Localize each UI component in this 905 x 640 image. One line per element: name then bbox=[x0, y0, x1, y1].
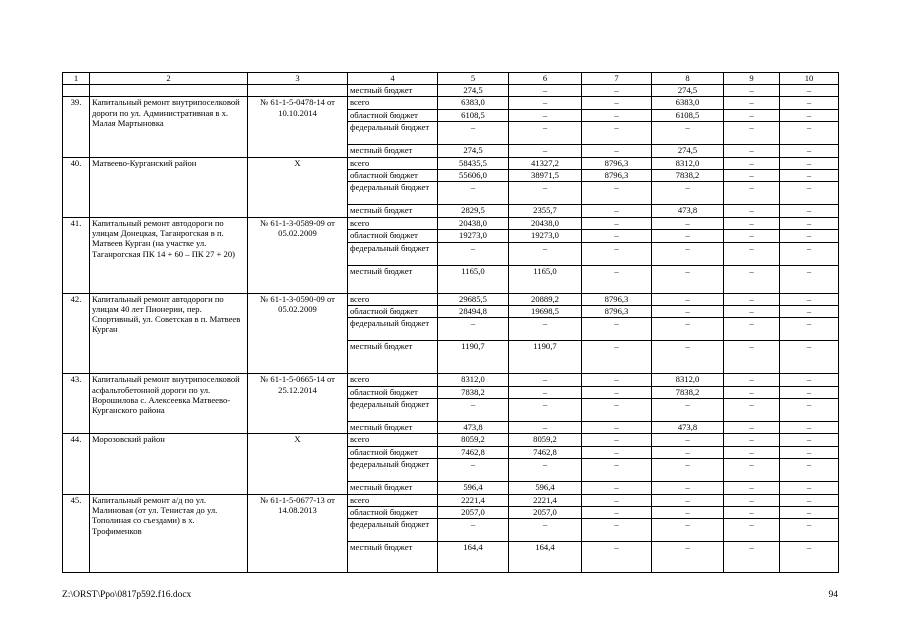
funding-source: местный бюджет bbox=[348, 205, 438, 217]
value-cell-col-9: – bbox=[724, 494, 780, 506]
value-cell-col-6: 41327,2 bbox=[509, 157, 582, 169]
expertise-code: № 61-1-5-0478-14 от 10.10.2014 bbox=[248, 97, 348, 157]
value-cell-col-10: – bbox=[780, 399, 839, 422]
value-cell-col-10: – bbox=[780, 85, 839, 97]
value-cell-col-7: – bbox=[582, 459, 652, 482]
column-number-1: 1 bbox=[63, 73, 90, 85]
table-row bbox=[63, 217, 839, 229]
expertise-code: Х bbox=[248, 157, 348, 217]
expertise-code: Х bbox=[248, 434, 348, 494]
value-cell-col-6: 19273,0 bbox=[509, 230, 582, 242]
funding-source: всего bbox=[348, 494, 438, 506]
column-number-2: 2 bbox=[90, 73, 248, 85]
value-cell-col-8: 8312,0 bbox=[652, 157, 724, 169]
value-cell-col-5: – bbox=[438, 399, 509, 422]
object-name: Капитальный ремонт а/д по ул. Малиновая (от ул. Тенистая до ул. Тополиная со съездами) в х. Трофименков bbox=[90, 494, 248, 573]
funding-source: местный бюджет bbox=[348, 265, 438, 293]
value-cell-col-6: 38971,5 bbox=[509, 169, 582, 181]
value-cell-col-5: 473,8 bbox=[438, 422, 509, 434]
funding-source: областной бюджет bbox=[348, 305, 438, 317]
table-body bbox=[63, 85, 839, 573]
value-cell-col-7: – bbox=[582, 182, 652, 205]
value-cell-col-10: – bbox=[780, 386, 839, 398]
funding-source: федеральный бюджет bbox=[348, 459, 438, 482]
value-cell-col-8: – bbox=[652, 305, 724, 317]
funding-source: местный бюджет bbox=[348, 482, 438, 494]
value-cell-col-6: 19698,5 bbox=[509, 305, 582, 317]
funding-source: местный бюджет bbox=[348, 422, 438, 434]
value-cell-col-10: – bbox=[780, 434, 839, 446]
funding-source: областной бюджет bbox=[348, 507, 438, 519]
value-cell-col-10: – bbox=[780, 182, 839, 205]
value-cell-col-6: 8059,2 bbox=[509, 434, 582, 446]
value-cell-col-6: – bbox=[509, 318, 582, 341]
value-cell-col-10: – bbox=[780, 230, 839, 242]
row-number: 40. bbox=[63, 157, 90, 217]
value-cell-col-5: 2221,4 bbox=[438, 494, 509, 506]
value-cell-col-5: 1190,7 bbox=[438, 341, 509, 374]
value-cell-col-5: 164,4 bbox=[438, 542, 509, 573]
object-name: Капитальный ремонт автодороги по улицам 40 лет Пионерии, пер. Спортивный, ул. Советская в п. Матвеев Курган bbox=[90, 293, 248, 374]
table-row bbox=[63, 85, 839, 97]
column-number-10: 10 bbox=[780, 73, 839, 85]
funding-source: федеральный бюджет bbox=[348, 519, 438, 542]
empty-cell bbox=[63, 85, 90, 97]
value-cell-col-9: – bbox=[724, 230, 780, 242]
value-cell-col-7: – bbox=[582, 434, 652, 446]
value-cell-col-7: – bbox=[582, 542, 652, 573]
value-cell-col-6: 1190,7 bbox=[509, 341, 582, 374]
value-cell-col-8: – bbox=[652, 494, 724, 506]
value-cell-col-5: 20438,0 bbox=[438, 217, 509, 229]
funding-source: всего bbox=[348, 217, 438, 229]
value-cell-col-7: – bbox=[582, 205, 652, 217]
row-number: 39. bbox=[63, 97, 90, 157]
value-cell-col-10: – bbox=[780, 494, 839, 506]
column-number-5: 5 bbox=[438, 73, 509, 85]
value-cell-col-6: – bbox=[509, 145, 582, 157]
funding-source: всего bbox=[348, 434, 438, 446]
value-cell-col-8: – bbox=[652, 217, 724, 229]
value-cell-col-6: – bbox=[509, 97, 582, 109]
value-cell-col-7: 8796,3 bbox=[582, 305, 652, 317]
value-cell-col-5: 28494,8 bbox=[438, 305, 509, 317]
value-cell-col-10: – bbox=[780, 109, 839, 121]
value-cell-col-5: – bbox=[438, 182, 509, 205]
funding-source: местный бюджет bbox=[348, 341, 438, 374]
table-row bbox=[63, 434, 839, 446]
budget-table bbox=[62, 72, 839, 573]
value-cell-col-8: 274,5 bbox=[652, 85, 724, 97]
value-cell-col-5: 2057,0 bbox=[438, 507, 509, 519]
value-cell-col-7: 8796,3 bbox=[582, 293, 652, 305]
value-cell-col-9: – bbox=[724, 542, 780, 573]
table-row bbox=[63, 97, 839, 109]
column-number-9: 9 bbox=[724, 73, 780, 85]
row-number: 44. bbox=[63, 434, 90, 494]
value-cell-col-9: – bbox=[724, 507, 780, 519]
funding-source: областной бюджет bbox=[348, 109, 438, 121]
value-cell-col-8: – bbox=[652, 182, 724, 205]
value-cell-col-7: – bbox=[582, 217, 652, 229]
value-cell-col-10: – bbox=[780, 242, 839, 265]
row-number: 41. bbox=[63, 217, 90, 293]
value-cell-col-10: – bbox=[780, 507, 839, 519]
value-cell-col-8: – bbox=[652, 230, 724, 242]
value-cell-col-10: – bbox=[780, 446, 839, 458]
value-cell-col-7: – bbox=[582, 145, 652, 157]
value-cell-col-10: – bbox=[780, 374, 839, 386]
expertise-code: № 61-1-3-0589-09 от 05.02.2009 bbox=[248, 217, 348, 293]
value-cell-col-7: – bbox=[582, 446, 652, 458]
value-cell-col-9: – bbox=[724, 157, 780, 169]
value-cell-col-9: – bbox=[724, 422, 780, 434]
value-cell-col-9: – bbox=[724, 341, 780, 374]
value-cell-col-8: 7838,2 bbox=[652, 386, 724, 398]
value-cell-col-8: – bbox=[652, 399, 724, 422]
funding-source: всего bbox=[348, 97, 438, 109]
value-cell-col-7: 8796,3 bbox=[582, 169, 652, 181]
value-cell-col-7: – bbox=[582, 507, 652, 519]
table-row bbox=[63, 293, 839, 305]
table-row bbox=[63, 374, 839, 386]
funding-source: всего bbox=[348, 374, 438, 386]
value-cell-col-8: – bbox=[652, 318, 724, 341]
value-cell-col-10: – bbox=[780, 217, 839, 229]
value-cell-col-9: – bbox=[724, 122, 780, 145]
value-cell-col-5: 55606,0 bbox=[438, 169, 509, 181]
value-cell-col-10: – bbox=[780, 305, 839, 317]
funding-source: областной бюджет bbox=[348, 230, 438, 242]
value-cell-col-8: – bbox=[652, 507, 724, 519]
table-row bbox=[63, 494, 839, 506]
file-path: Z:\ORST\Ppo\0817p592.f16.docx bbox=[62, 590, 192, 600]
funding-source: местный бюджет bbox=[348, 145, 438, 157]
funding-source: областной бюджет bbox=[348, 169, 438, 181]
value-cell-col-9: – bbox=[724, 182, 780, 205]
value-cell-col-9: – bbox=[724, 318, 780, 341]
object-name: Матвеево-Курганский район bbox=[90, 157, 248, 217]
value-cell-col-5: – bbox=[438, 519, 509, 542]
value-cell-col-7: – bbox=[582, 230, 652, 242]
object-name: Капитальный ремонт внутрипоселковой асфальтобетонной дороги по ул. Ворошилова с. Алексеевка Матвеево-Курганского района bbox=[90, 374, 248, 434]
value-cell-col-9: – bbox=[724, 109, 780, 121]
table-row bbox=[63, 157, 839, 169]
value-cell-col-7: – bbox=[582, 122, 652, 145]
value-cell-col-5: – bbox=[438, 122, 509, 145]
row-number: 42. bbox=[63, 293, 90, 374]
value-cell-col-6: – bbox=[509, 386, 582, 398]
column-number-3: 3 bbox=[248, 73, 348, 85]
value-cell-col-5: 1165,0 bbox=[438, 265, 509, 293]
value-cell-col-6: 596,4 bbox=[509, 482, 582, 494]
value-cell-col-6: – bbox=[509, 122, 582, 145]
value-cell-col-8: 6108,5 bbox=[652, 109, 724, 121]
value-cell-col-9: – bbox=[724, 482, 780, 494]
value-cell-col-10: – bbox=[780, 459, 839, 482]
value-cell-col-6: – bbox=[509, 85, 582, 97]
value-cell-col-5: 7838,2 bbox=[438, 386, 509, 398]
funding-source: федеральный бюджет bbox=[348, 122, 438, 145]
funding-source: всего bbox=[348, 157, 438, 169]
value-cell-col-9: – bbox=[724, 169, 780, 181]
value-cell-col-5: 2829,5 bbox=[438, 205, 509, 217]
value-cell-col-6: 164,4 bbox=[509, 542, 582, 573]
value-cell-col-6: – bbox=[509, 242, 582, 265]
value-cell-col-7: – bbox=[582, 482, 652, 494]
object-name: Капитальный ремонт внутрипоселковой дороги по ул. Административная в х. Малая Мартыновка bbox=[90, 97, 248, 157]
value-cell-col-7: – bbox=[582, 341, 652, 374]
row-number: 45. bbox=[63, 494, 90, 573]
value-cell-col-9: – bbox=[724, 519, 780, 542]
value-cell-col-7: – bbox=[582, 399, 652, 422]
value-cell-col-7: 8796,3 bbox=[582, 157, 652, 169]
object-name: Морозовский район bbox=[90, 434, 248, 494]
value-cell-col-9: – bbox=[724, 145, 780, 157]
value-cell-col-7: – bbox=[582, 519, 652, 542]
value-cell-col-5: 7462,8 bbox=[438, 446, 509, 458]
column-number-8: 8 bbox=[652, 73, 724, 85]
value-cell-col-9: – bbox=[724, 434, 780, 446]
value-cell-col-8: – bbox=[652, 519, 724, 542]
value-cell-col-8: 8312,0 bbox=[652, 374, 724, 386]
value-cell-col-8: – bbox=[652, 482, 724, 494]
value-cell-col-6: – bbox=[509, 422, 582, 434]
value-cell-col-10: – bbox=[780, 318, 839, 341]
value-cell-col-9: – bbox=[724, 265, 780, 293]
column-number-row bbox=[63, 73, 839, 85]
value-cell-col-5: 6383,0 bbox=[438, 97, 509, 109]
value-cell-col-7: – bbox=[582, 265, 652, 293]
value-cell-col-8: – bbox=[652, 242, 724, 265]
value-cell-col-8: – bbox=[652, 293, 724, 305]
value-cell-col-5: 6108,5 bbox=[438, 109, 509, 121]
value-cell-col-5: 274,5 bbox=[438, 85, 509, 97]
value-cell-col-9: – bbox=[724, 459, 780, 482]
value-cell-col-9: – bbox=[724, 386, 780, 398]
value-cell-col-9: – bbox=[724, 293, 780, 305]
value-cell-col-5: 596,4 bbox=[438, 482, 509, 494]
value-cell-col-7: – bbox=[582, 422, 652, 434]
value-cell-col-10: – bbox=[780, 293, 839, 305]
value-cell-col-9: – bbox=[724, 374, 780, 386]
column-number-6: 6 bbox=[509, 73, 582, 85]
value-cell-col-8: 7838,2 bbox=[652, 169, 724, 181]
value-cell-col-7: – bbox=[582, 386, 652, 398]
expertise-code: № 61-1-3-0590-09 от 05.02.2009 bbox=[248, 293, 348, 374]
value-cell-col-5: 274,5 bbox=[438, 145, 509, 157]
value-cell-col-10: – bbox=[780, 169, 839, 181]
value-cell-col-5: 8312,0 bbox=[438, 374, 509, 386]
funding-source: местный бюджет bbox=[348, 542, 438, 573]
value-cell-col-9: – bbox=[724, 399, 780, 422]
value-cell-col-7: – bbox=[582, 374, 652, 386]
value-cell-col-6: – bbox=[509, 182, 582, 205]
value-cell-col-10: – bbox=[780, 542, 839, 573]
value-cell-col-10: – bbox=[780, 341, 839, 374]
value-cell-col-7: – bbox=[582, 242, 652, 265]
value-cell-col-5: – bbox=[438, 318, 509, 341]
value-cell-col-7: – bbox=[582, 318, 652, 341]
value-cell-col-6: 20438,0 bbox=[509, 217, 582, 229]
value-cell-col-10: – bbox=[780, 157, 839, 169]
value-cell-col-8: 473,8 bbox=[652, 205, 724, 217]
value-cell-col-7: – bbox=[582, 494, 652, 506]
row-number: 43. bbox=[63, 374, 90, 434]
page-number: 94 bbox=[828, 590, 838, 600]
value-cell-col-10: – bbox=[780, 122, 839, 145]
value-cell-col-9: – bbox=[724, 305, 780, 317]
value-cell-col-8: 274,5 bbox=[652, 145, 724, 157]
expertise-code: № 61-1-5-0665-14 от 25.12.2014 bbox=[248, 374, 348, 434]
funding-source: областной бюджет bbox=[348, 446, 438, 458]
value-cell-col-8: – bbox=[652, 265, 724, 293]
value-cell-col-6: 2221,4 bbox=[509, 494, 582, 506]
value-cell-col-9: – bbox=[724, 85, 780, 97]
value-cell-col-9: – bbox=[724, 97, 780, 109]
column-number-7: 7 bbox=[582, 73, 652, 85]
funding-source: областной бюджет bbox=[348, 386, 438, 398]
value-cell-col-6: – bbox=[509, 399, 582, 422]
value-cell-col-6: 2355,7 bbox=[509, 205, 582, 217]
value-cell-col-6: – bbox=[509, 459, 582, 482]
value-cell-col-6: 2057,0 bbox=[509, 507, 582, 519]
value-cell-col-8: 473,8 bbox=[652, 422, 724, 434]
object-name: Капитальный ремонт автодороги по улицам Донецкая, Таганрогская в п. Матвеев Курган (на участке ул. Таганрогская ПК 14 + 60 – ПК 27 + 20) bbox=[90, 217, 248, 293]
value-cell-col-8: – bbox=[652, 446, 724, 458]
value-cell-col-8: – bbox=[652, 459, 724, 482]
value-cell-col-9: – bbox=[724, 217, 780, 229]
value-cell-col-10: – bbox=[780, 145, 839, 157]
value-cell-col-9: – bbox=[724, 205, 780, 217]
expertise-code: № 61-1-5-0677-13 от 14.08.2013 bbox=[248, 494, 348, 573]
value-cell-col-8: 6383,0 bbox=[652, 97, 724, 109]
value-cell-col-9: – bbox=[724, 446, 780, 458]
value-cell-col-6: – bbox=[509, 374, 582, 386]
value-cell-col-5: 8059,2 bbox=[438, 434, 509, 446]
value-cell-col-10: – bbox=[780, 422, 839, 434]
value-cell-col-10: – bbox=[780, 97, 839, 109]
value-cell-col-7: – bbox=[582, 85, 652, 97]
funding-source: федеральный бюджет bbox=[348, 182, 438, 205]
value-cell-col-10: – bbox=[780, 519, 839, 542]
value-cell-col-7: – bbox=[582, 97, 652, 109]
value-cell-col-5: – bbox=[438, 459, 509, 482]
value-cell-col-8: – bbox=[652, 434, 724, 446]
value-cell-col-5: 19273,0 bbox=[438, 230, 509, 242]
value-cell-col-5: – bbox=[438, 242, 509, 265]
value-cell-col-8: – bbox=[652, 341, 724, 374]
column-number-4: 4 bbox=[348, 73, 438, 85]
funding-source: всего bbox=[348, 293, 438, 305]
value-cell-col-10: – bbox=[780, 265, 839, 293]
value-cell-col-6: 7462,8 bbox=[509, 446, 582, 458]
value-cell-col-6: 20889,2 bbox=[509, 293, 582, 305]
value-cell-col-6: – bbox=[509, 109, 582, 121]
value-cell-col-9: – bbox=[724, 242, 780, 265]
funding-source: федеральный бюджет bbox=[348, 318, 438, 341]
value-cell-col-5: 58435,5 bbox=[438, 157, 509, 169]
value-cell-col-10: – bbox=[780, 482, 839, 494]
value-cell-col-6: – bbox=[509, 519, 582, 542]
empty-cell bbox=[248, 85, 348, 97]
value-cell-col-8: – bbox=[652, 542, 724, 573]
value-cell-col-10: – bbox=[780, 205, 839, 217]
funding-source: федеральный бюджет bbox=[348, 242, 438, 265]
value-cell-col-7: – bbox=[582, 109, 652, 121]
empty-cell bbox=[90, 85, 248, 97]
value-cell-col-5: 29685,5 bbox=[438, 293, 509, 305]
funding-source: местный бюджет bbox=[348, 85, 438, 97]
funding-source: федеральный бюджет bbox=[348, 399, 438, 422]
value-cell-col-8: – bbox=[652, 122, 724, 145]
value-cell-col-6: 1165,0 bbox=[509, 265, 582, 293]
